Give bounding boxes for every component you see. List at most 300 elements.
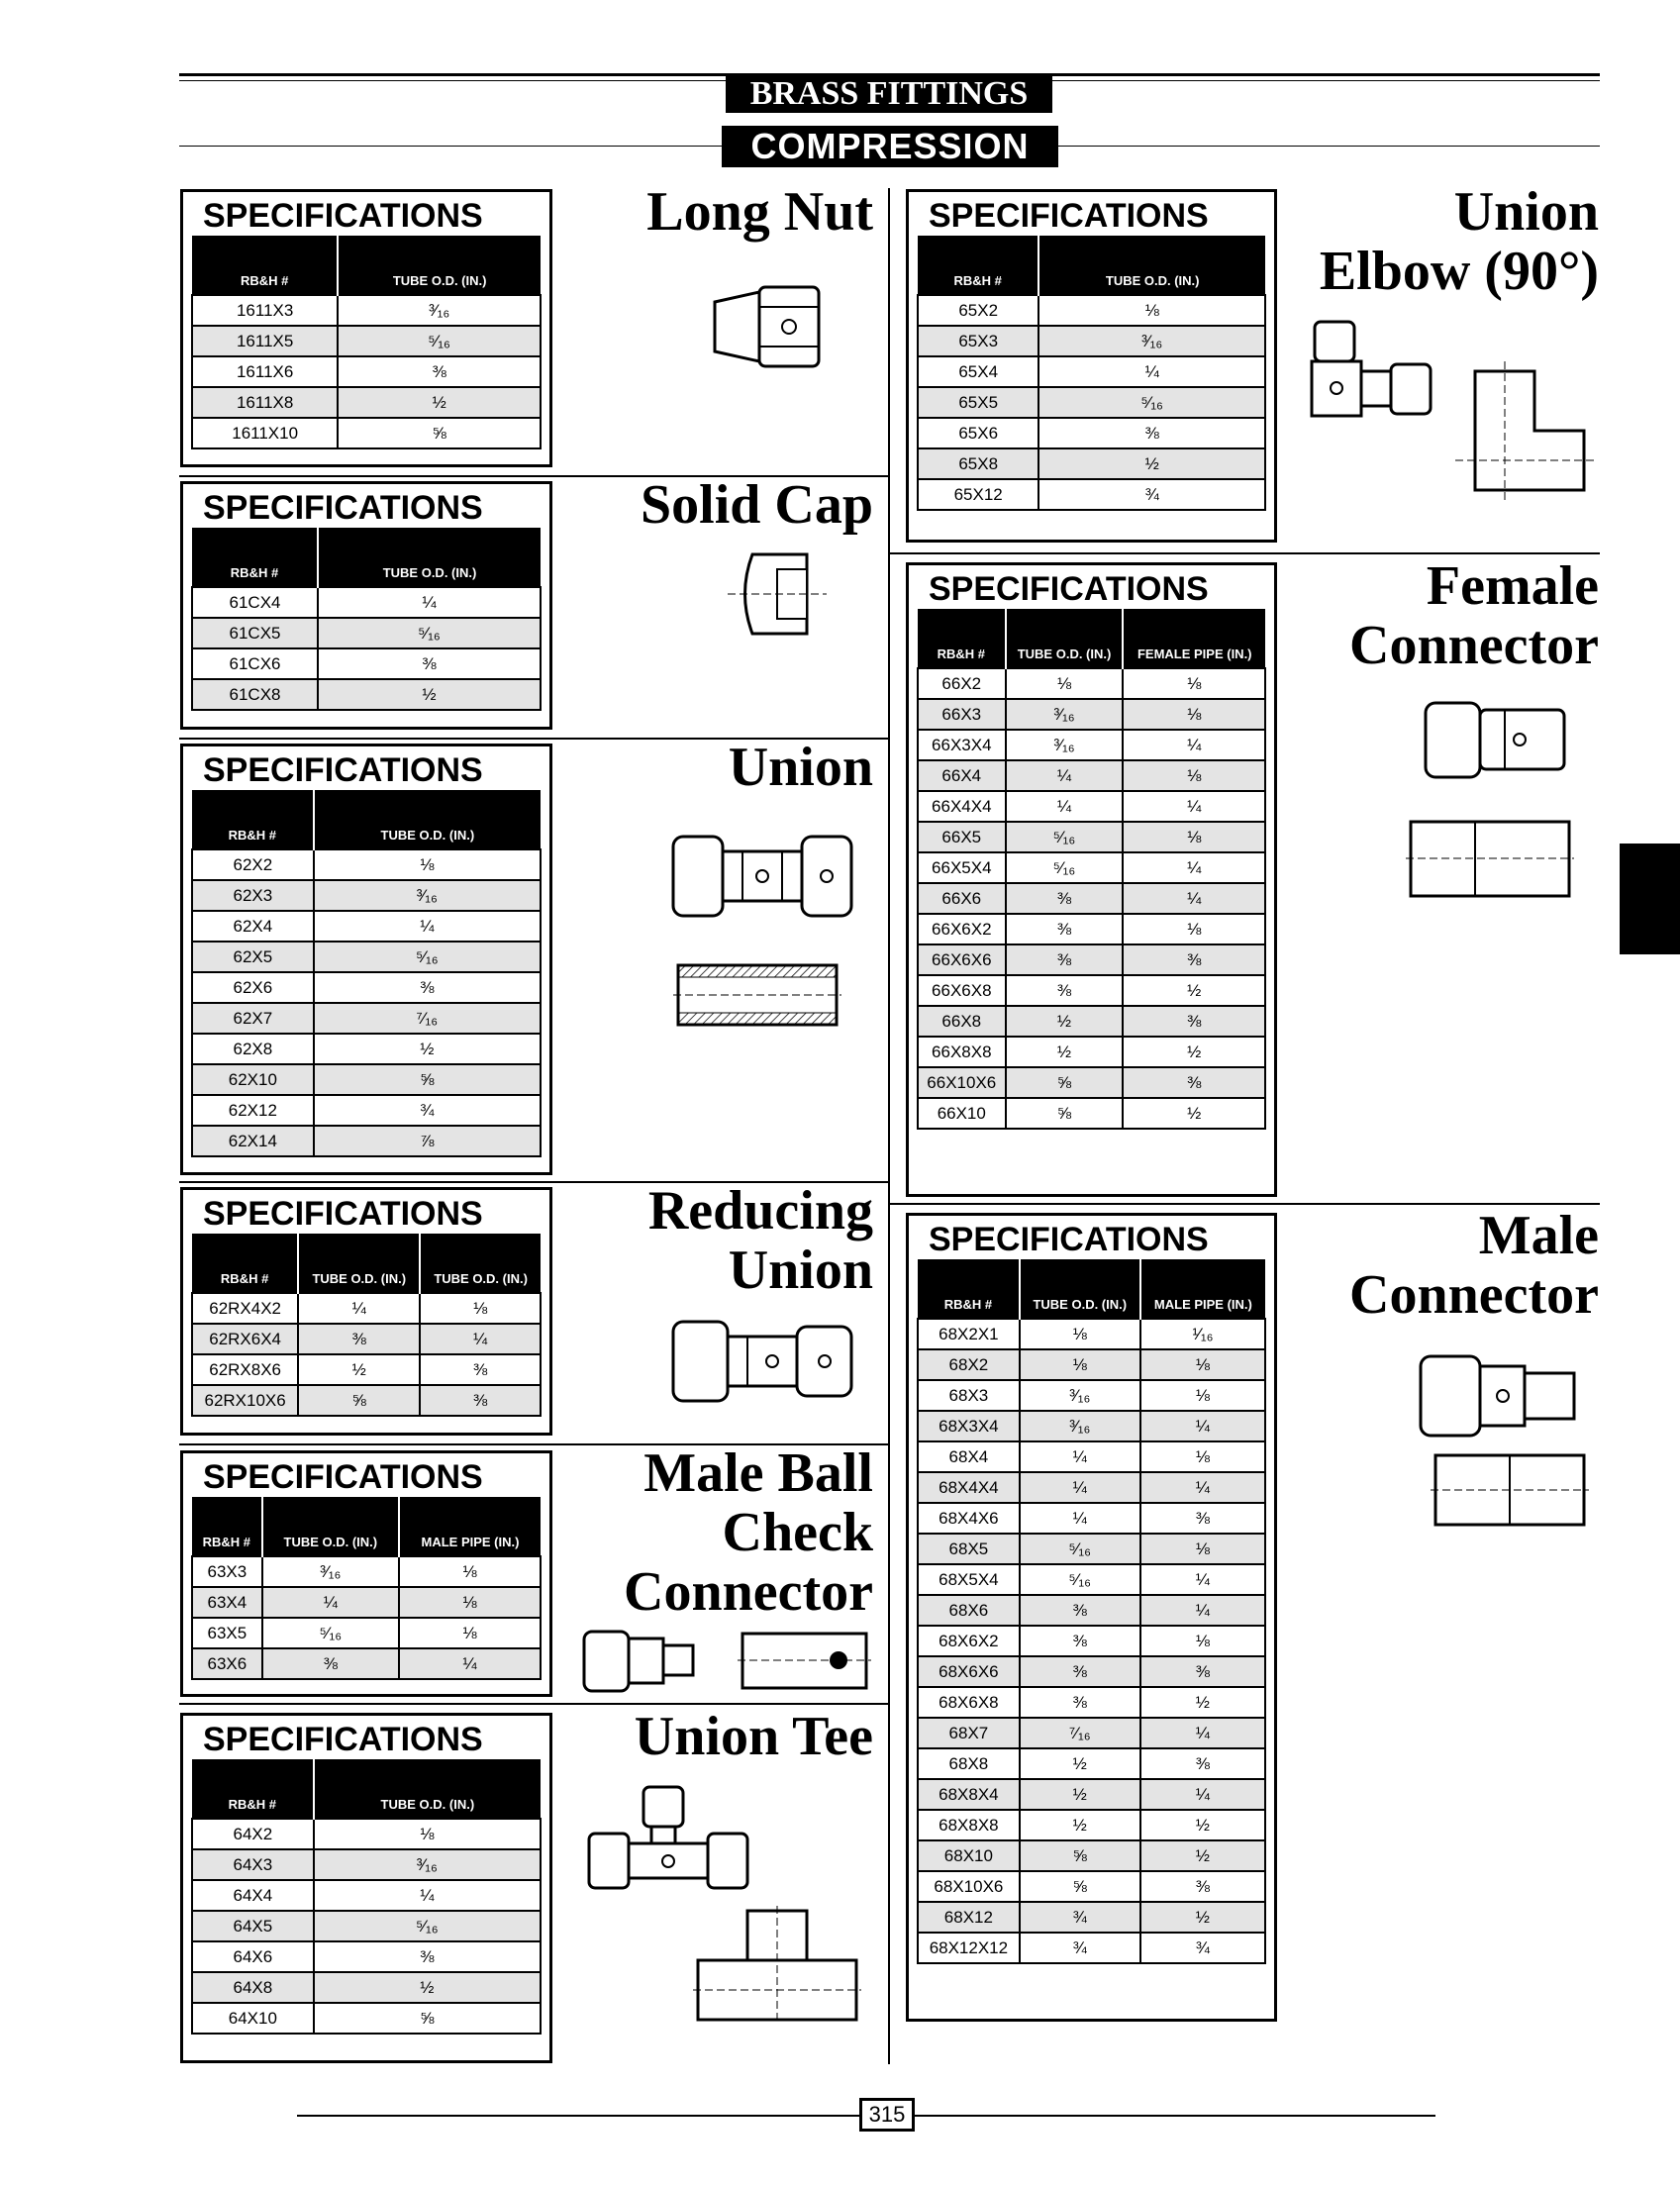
cell: ¼ [314,1880,541,1911]
title-line: Elbow (90°) [1319,241,1599,302]
cell: 1611X6 [192,356,338,387]
cell: 62X14 [192,1126,314,1156]
table-row [918,1380,1265,1411]
cell: ¼ [1123,730,1265,760]
spec-heading: SPECIFICATIONS [203,197,483,235]
col-header: RB&H # [192,1759,314,1819]
cell: 68X10 [918,1840,1020,1871]
cell: ⅝ [338,418,541,448]
title-line: Connector [624,1561,873,1623]
table-row [918,1595,1265,1626]
cell: ¼ [1123,883,1265,914]
cell: ³⁄₁₆ [262,1556,399,1587]
cell: ½ [1020,1748,1140,1779]
cell: ½ [1140,1840,1265,1871]
col-header: MALE PIPE (IN.) [399,1497,541,1556]
cell: 66X2 [918,668,1006,699]
cell: ⅜ [318,648,541,679]
reducing-union-illustration [668,1317,856,1406]
table-row [192,972,541,1003]
table-row [192,1003,541,1034]
cell: 68X8X8 [918,1810,1020,1840]
cell: ⅛ [1140,1626,1265,1656]
cell: 64X6 [192,1941,314,1972]
cell: ⅜ [1020,1687,1140,1718]
table-row [918,1687,1265,1718]
cell: ⅛ [1123,822,1265,852]
cell: 68X5X4 [918,1564,1020,1595]
table-row [192,1972,541,2003]
union-elbow-illustration [1307,317,1435,436]
table-row [918,1902,1265,1933]
col-header: RB&H # [192,1234,298,1293]
table-row [918,387,1265,418]
cell: ⅞ [314,1126,541,1156]
col-header: MALE PIPE (IN.) [1140,1259,1265,1319]
cell: 68X12 [918,1902,1020,1933]
male-connector-section-illustration [1431,1450,1589,1530]
title-line: Male Ball [643,1442,873,1504]
cell: ⅛ [1123,760,1265,791]
cell: 68X12X12 [918,1933,1020,1963]
table-row [192,2003,541,2034]
cell: ½ [338,387,541,418]
col-header: TUBE O.D. (IN.) [314,1759,541,1819]
cell: ⅛ [399,1618,541,1648]
cell: ¾ [1038,479,1265,510]
section-separator [890,552,1600,554]
cell: ⅜ [1140,1503,1265,1534]
table-row [192,1941,541,1972]
cell: ⅜ [1140,1871,1265,1902]
table-row [918,1871,1265,1902]
table-row [192,1880,541,1911]
cell: ⅜ [314,1941,541,1972]
table-row [192,356,541,387]
cell: 66X5X4 [918,852,1006,883]
col-header: TUBE O.D. (IN.) [1038,236,1265,295]
cell: 68X2X1 [918,1319,1020,1349]
cell: ¼ [314,911,541,942]
cell: 62X8 [192,1034,314,1064]
reducing-union-table [191,1234,542,1417]
cell: ¼ [1140,1779,1265,1810]
cell: ½ [1140,1810,1265,1840]
union-spec-box [180,744,552,1175]
reducing-union-title [594,1181,873,1300]
cell: 62X4 [192,911,314,942]
cell: ¼ [1020,1441,1140,1472]
table-row [918,1656,1265,1687]
cell: 68X6 [918,1595,1020,1626]
male-ball-check-table [191,1497,542,1680]
cell: 66X10 [918,1098,1006,1129]
long-nut-table [191,236,542,449]
union-elbow-title [1287,182,1599,301]
solid-cap-illustration [723,545,832,644]
cell: ⅜ [1006,883,1124,914]
table-row [918,1098,1265,1129]
cell: 1611X10 [192,418,338,448]
title-line: Connector [1349,1264,1599,1326]
cell: 62X12 [192,1095,314,1126]
cell: ½ [314,1034,541,1064]
cell: ⁷⁄₁₆ [314,1003,541,1034]
union-table [191,790,542,1157]
col-header: TUBE O.D. (IN.) [338,236,541,295]
cell: ⅜ [298,1324,420,1354]
table-row [192,1385,541,1416]
cell: ⅜ [338,356,541,387]
section-tab-marker [1620,844,1680,954]
cell: 66X4X4 [918,791,1006,822]
cell: ³⁄₁₆ [314,1849,541,1880]
cell: 66X6X2 [918,914,1006,944]
cell: 68X5 [918,1534,1020,1564]
table-row [192,1095,541,1126]
compression-banner: COMPRESSION [722,126,1058,167]
cell: ³⁄₁₆ [1020,1411,1140,1441]
cell: ⅝ [1020,1840,1140,1871]
col-header: RB&H # [918,236,1038,295]
cell: ⅛ [1140,1441,1265,1472]
spec-heading: SPECIFICATIONS [929,1221,1209,1258]
table-row [918,1534,1265,1564]
table-row [918,1626,1265,1656]
cell: 66X6X6 [918,944,1006,975]
table-row [918,1748,1265,1779]
table-row [918,852,1265,883]
cell: ¾ [1140,1933,1265,1963]
cell: 65X5 [918,387,1038,418]
cell: ⅛ [1140,1534,1265,1564]
male-ball-check-title [594,1443,873,1622]
table-row [192,1911,541,1941]
cell: 62X7 [192,1003,314,1034]
cell: ⅛ [399,1587,541,1618]
cell: ⅝ [1006,1067,1124,1098]
cell: ⁵⁄₁₆ [314,1911,541,1941]
cell: ¼ [1006,791,1124,822]
long-nut-title: Long Nut [646,181,873,243]
cell: ½ [1006,1006,1124,1037]
cell: ½ [1140,1902,1265,1933]
cell: 62RX10X6 [192,1385,298,1416]
cell: ¼ [1020,1472,1140,1503]
union-tee-spec-box [180,1713,552,2063]
col-header: RB&H # [192,1497,262,1556]
female-connector-illustration [1421,698,1569,782]
col-header: TUBE O.D. (IN.) [262,1497,399,1556]
cell: 62RX4X2 [192,1293,298,1324]
cell: 63X6 [192,1648,262,1679]
cell: ⅜ [1006,914,1124,944]
cell: 68X8 [918,1748,1020,1779]
cell: ¼ [420,1324,541,1354]
table-row [918,668,1265,699]
table-row [192,295,541,326]
cell: ⅜ [1006,975,1124,1006]
cell: ¼ [1140,1718,1265,1748]
cell: 65X3 [918,326,1038,356]
cell: 65X12 [918,479,1038,510]
cell: 64X3 [192,1849,314,1880]
cell: ⁵⁄₁₆ [1006,852,1124,883]
table-row [918,1933,1265,1963]
cell: ⅜ [262,1648,399,1679]
cell: 68X8X4 [918,1779,1020,1810]
table-row [918,822,1265,852]
cell: ⁵⁄₁₆ [1020,1534,1140,1564]
col-header: TUBE O.D. (IN.) [420,1234,541,1293]
cell: 63X5 [192,1618,262,1648]
cell: ⁵⁄₁₆ [1020,1564,1140,1595]
cell: ⅝ [1020,1871,1140,1902]
cell: ³⁄₁₆ [314,880,541,911]
union-title: Union [728,737,873,798]
col-header: TUBE O.D. (IN.) [298,1234,420,1293]
male-connector-title [1287,1206,1599,1325]
col-header: TUBE O.D. (IN.) [1020,1259,1140,1319]
cell: 62X10 [192,1064,314,1095]
cell: ⅛ [1123,914,1265,944]
cell: ½ [1140,1687,1265,1718]
union-tee-table [191,1759,542,2035]
cell: 62RX8X6 [192,1354,298,1385]
cell: 68X3X4 [918,1411,1020,1441]
table-row [918,1810,1265,1840]
table-row [192,618,541,648]
cell: ½ [1020,1779,1140,1810]
male-connector-table [917,1259,1266,1964]
cell: ⅜ [1123,944,1265,975]
cell: ¼ [1038,356,1265,387]
cell: ⅜ [1020,1626,1140,1656]
table-row [918,699,1265,730]
col-header: TUBE O.D. (IN.) [1006,609,1124,668]
table-row [192,1618,541,1648]
female-connector-spec-box [906,562,1277,1197]
cell: ⅛ [1020,1319,1140,1349]
male-connector-illustration [1416,1351,1584,1440]
cell: 65X8 [918,448,1038,479]
cell: ⅛ [420,1293,541,1324]
cell: 68X6X8 [918,1687,1020,1718]
col-header: RB&H # [918,1259,1020,1319]
cell: 68X4X6 [918,1503,1020,1534]
cell: 65X4 [918,356,1038,387]
cell: ¾ [1020,1902,1140,1933]
cell: ⁵⁄₁₆ [318,618,541,648]
table-row [918,479,1265,510]
cell: ⅜ [1123,1006,1265,1037]
cell: ¼ [1140,1411,1265,1441]
cell: 64X2 [192,1819,314,1849]
table-row [918,1067,1265,1098]
col-header: RB&H # [192,236,338,295]
table-row [192,1849,541,1880]
table-row [192,326,541,356]
cell: 63X4 [192,1587,262,1618]
table-row [918,1037,1265,1067]
col-header: RB&H # [192,528,318,587]
cell: 66X6 [918,883,1006,914]
section-separator [179,1703,888,1705]
cell: 68X4 [918,1441,1020,1472]
cell: 68X10X6 [918,1871,1020,1902]
title-line: Reducing [647,1180,873,1241]
cell: ⅛ [1020,1349,1140,1380]
table-row [918,1441,1265,1472]
spec-heading: SPECIFICATIONS [203,1721,483,1758]
cell: ½ [1006,1037,1124,1067]
cell: 68X3 [918,1380,1020,1411]
cell: ¼ [1140,1595,1265,1626]
col-header: FEMALE PIPE (IN.) [1123,609,1265,668]
cell: 64X10 [192,2003,314,2034]
cell: ⅜ [1006,944,1124,975]
table-row [918,730,1265,760]
table-row [192,1324,541,1354]
cell: ⁵⁄₁₆ [1038,387,1265,418]
cell: ½ [1123,1098,1265,1129]
union-elbow-spec-box [906,189,1277,543]
union-tee-illustration [584,1782,752,1901]
table-row [192,587,541,618]
table-row [918,1564,1265,1595]
union-section-illustration [673,960,841,1030]
table-row [918,1503,1265,1534]
table-row [918,1840,1265,1871]
cell: 66X8X8 [918,1037,1006,1067]
female-connector-table [917,609,1266,1130]
cell: 1611X3 [192,295,338,326]
female-connector-section-illustration [1406,817,1574,901]
cell: ⅝ [314,2003,541,2034]
table-row [192,1587,541,1618]
cell: ½ [1038,448,1265,479]
cell: 66X4 [918,760,1006,791]
cell: 61CX6 [192,648,318,679]
union-tee-section-illustration [693,1906,861,2035]
cell: ½ [1020,1810,1140,1840]
table-row [192,1354,541,1385]
cell: ¼ [1123,852,1265,883]
spec-heading: SPECIFICATIONS [203,751,483,789]
table-row [192,1034,541,1064]
cell: 66X8 [918,1006,1006,1037]
cell: ¼ [298,1293,420,1324]
table-row [918,760,1265,791]
table-row [192,1648,541,1679]
cell: 68X4X4 [918,1472,1020,1503]
union-illustration [668,832,856,921]
table-row [192,880,541,911]
cell: ³⁄₁₆ [1020,1380,1140,1411]
cell: 62RX6X4 [192,1324,298,1354]
table-row [192,418,541,448]
cell: ¼ [318,587,541,618]
table-row [192,1126,541,1156]
solid-cap-title: Solid Cap [641,474,873,536]
cell: 62X6 [192,972,314,1003]
title-line: Check [722,1502,873,1563]
cell: ¾ [1020,1933,1140,1963]
male-ball-check-spec-box [180,1450,552,1697]
cell: ¼ [1006,760,1124,791]
cell: ⅝ [314,1064,541,1095]
cell: 68X7 [918,1718,1020,1748]
cell: 66X5 [918,822,1006,852]
table-row [918,1779,1265,1810]
cell: 66X10X6 [918,1067,1006,1098]
cell: ⅝ [1006,1098,1124,1129]
cell: ⁵⁄₁₆ [1006,822,1124,852]
table-row [192,1293,541,1324]
cell: ⅜ [314,972,541,1003]
title-line: Connector [1349,615,1599,676]
male-connector-spec-box [906,1213,1277,2022]
cell: 68X2 [918,1349,1020,1380]
title-line: Union [1453,181,1599,243]
cell: 62X5 [192,942,314,972]
cell: 66X6X8 [918,975,1006,1006]
cell: 64X4 [192,1880,314,1911]
cell: ¼ [399,1648,541,1679]
cell: ⁷⁄₁₆ [1020,1718,1140,1748]
cell: 1611X5 [192,326,338,356]
page-number: 315 [859,2098,915,2132]
spec-heading: SPECIFICATIONS [203,1195,483,1233]
cell: ⁵⁄₁₆ [314,942,541,972]
union-elbow-section-illustration [1455,361,1594,500]
table-row [192,849,541,880]
table-row [918,326,1265,356]
spec-heading: SPECIFICATIONS [929,197,1209,235]
cell: ⅜ [420,1385,541,1416]
cell: ½ [1123,1037,1265,1067]
cell: ⅛ [1038,295,1265,326]
cell: ³⁄₁₆ [1006,699,1124,730]
spec-heading: SPECIFICATIONS [929,570,1209,608]
cell: ⁵⁄₁₆ [262,1618,399,1648]
cell: 68X6X6 [918,1656,1020,1687]
cell: 66X3X4 [918,730,1006,760]
table-row [192,1556,541,1587]
cell: 61CX8 [192,679,318,710]
table-row [918,883,1265,914]
cell: ¼ [262,1587,399,1618]
title-line: Male [1478,1205,1599,1266]
table-row [192,1819,541,1849]
cell: ⅛ [1140,1380,1265,1411]
table-row [918,791,1265,822]
cell: ⅛ [1123,699,1265,730]
cell: ⅛ [1123,668,1265,699]
solid-cap-spec-box [180,481,552,730]
union-elbow-table [917,236,1266,511]
cell: ⅛ [1006,668,1124,699]
table-row [918,448,1265,479]
cell: ½ [314,1972,541,2003]
cell: 61CX4 [192,587,318,618]
cell: ¼ [1140,1472,1265,1503]
cell: 62X2 [192,849,314,880]
cell: ¼ [1123,791,1265,822]
table-row [918,1349,1265,1380]
table-row [918,1006,1265,1037]
cell: ¹⁄₁₆ [1140,1319,1265,1349]
